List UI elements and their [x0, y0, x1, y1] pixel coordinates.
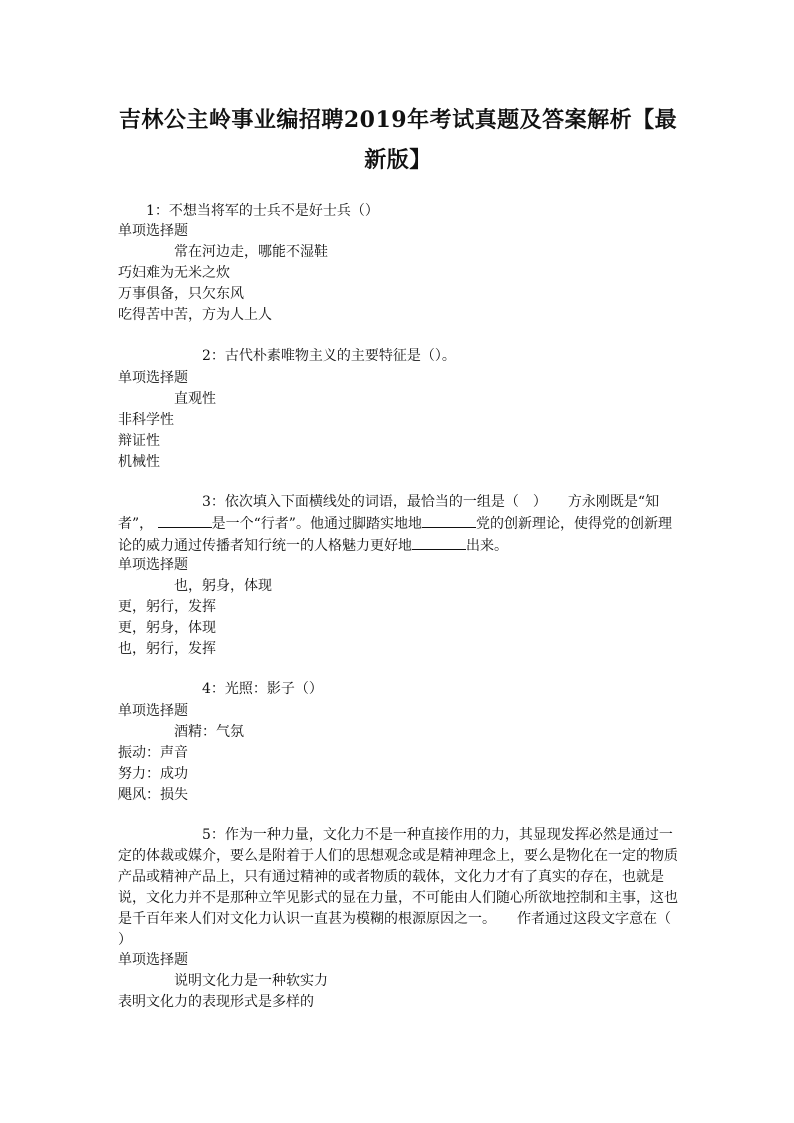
question-2-stem: 2：古代朴素唯物主义的主要特征是（）。: [202, 348, 456, 364]
question-3-stem-part-4: 出来。: [466, 538, 508, 554]
question-2-option-a: 直观性: [174, 391, 216, 407]
question-3-option-d: 也，躬行，发挥: [118, 641, 216, 657]
question-4-option-b: 振动：声音: [118, 745, 188, 761]
question-2-option-c: 辩证性: [118, 433, 160, 449]
question-3-option-c: 更，躬身，体现: [118, 620, 216, 636]
question-2-option-d: 机械性: [118, 454, 160, 470]
document-title: 吉林公主岭事业编招聘2019年考试真题及答案解析【最新版】: [118, 107, 678, 173]
question-3-option-a: 也，躬身，体现: [174, 578, 272, 594]
question-2-option-b: 非科学性: [118, 412, 174, 428]
fill-blank-3: [412, 535, 466, 550]
question-1-option-b: 巧妇难为无米之炊: [118, 265, 230, 281]
question-5-stem: 5：作为一种力量，文化力不是一种直接作用的力，其显现发挥必然是通过一定的体裁或媒介，要么是附着于人们的思想观念或是精神理念上，要么是物化在一定的物质产品或精神产品上，只有通过精神的或者物质的载体，文化力才有了真实的存在，也就是说，文化力并不是那种立竿见影式的显在力量，不可能由人们随心所欲地控制和主事，这也是千百年来人们对文化力认识一直甚为模糊的根源原因之一。 作者通过这段文字意在（ ）: [118, 827, 678, 948]
question-1-stem: 1：不想当将军的士兵不是好士兵（）: [146, 203, 379, 219]
question-5-option-b: 表明文化力的表现形式是多样的: [118, 994, 314, 1010]
question-3-type: 单项选择题: [118, 557, 188, 573]
question-3-option-b: 更，躬行，发挥: [118, 599, 216, 615]
question-3-stem: [118, 492, 678, 557]
question-2-type: 单项选择题: [118, 370, 188, 386]
question-3-stem-part-3: 党的创新理论，使得党的创新理论的威力通过传播者知行统一的人格魅力更好地: [118, 516, 672, 554]
question-4-option-a: 酒精：气氛: [174, 724, 244, 740]
question-3-stem-part-1: 3：依次填入下面横线处的词语，最恰当的一组是（ ） 方永刚既是“知者”，: [118, 494, 660, 532]
question-4-option-c: 努力：成功: [118, 766, 188, 782]
question-1-type: 单项选择题: [118, 223, 188, 239]
question-1-option-a: 常在河边走，哪能不湿鞋: [174, 244, 328, 260]
question-1-option-d: 吃得苦中苦，方为人上人: [118, 307, 272, 323]
question-4-option-d: 飓风：损失: [118, 787, 188, 803]
question-4-type: 单项选择题: [118, 703, 188, 719]
fill-blank-1: [158, 513, 212, 528]
question-4-stem: 4：光照：影子（）: [202, 681, 323, 697]
question-5-option-a: 说明文化力是一种软实力: [174, 973, 328, 989]
fill-blank-2: [422, 513, 476, 528]
question-5-type: 单项选择题: [118, 952, 188, 968]
question-3-stem-part-2: 是一个“行者”。他通过脚踏实地地: [211, 516, 422, 532]
question-1-option-c: 万事俱备，只欠东风: [118, 286, 244, 302]
